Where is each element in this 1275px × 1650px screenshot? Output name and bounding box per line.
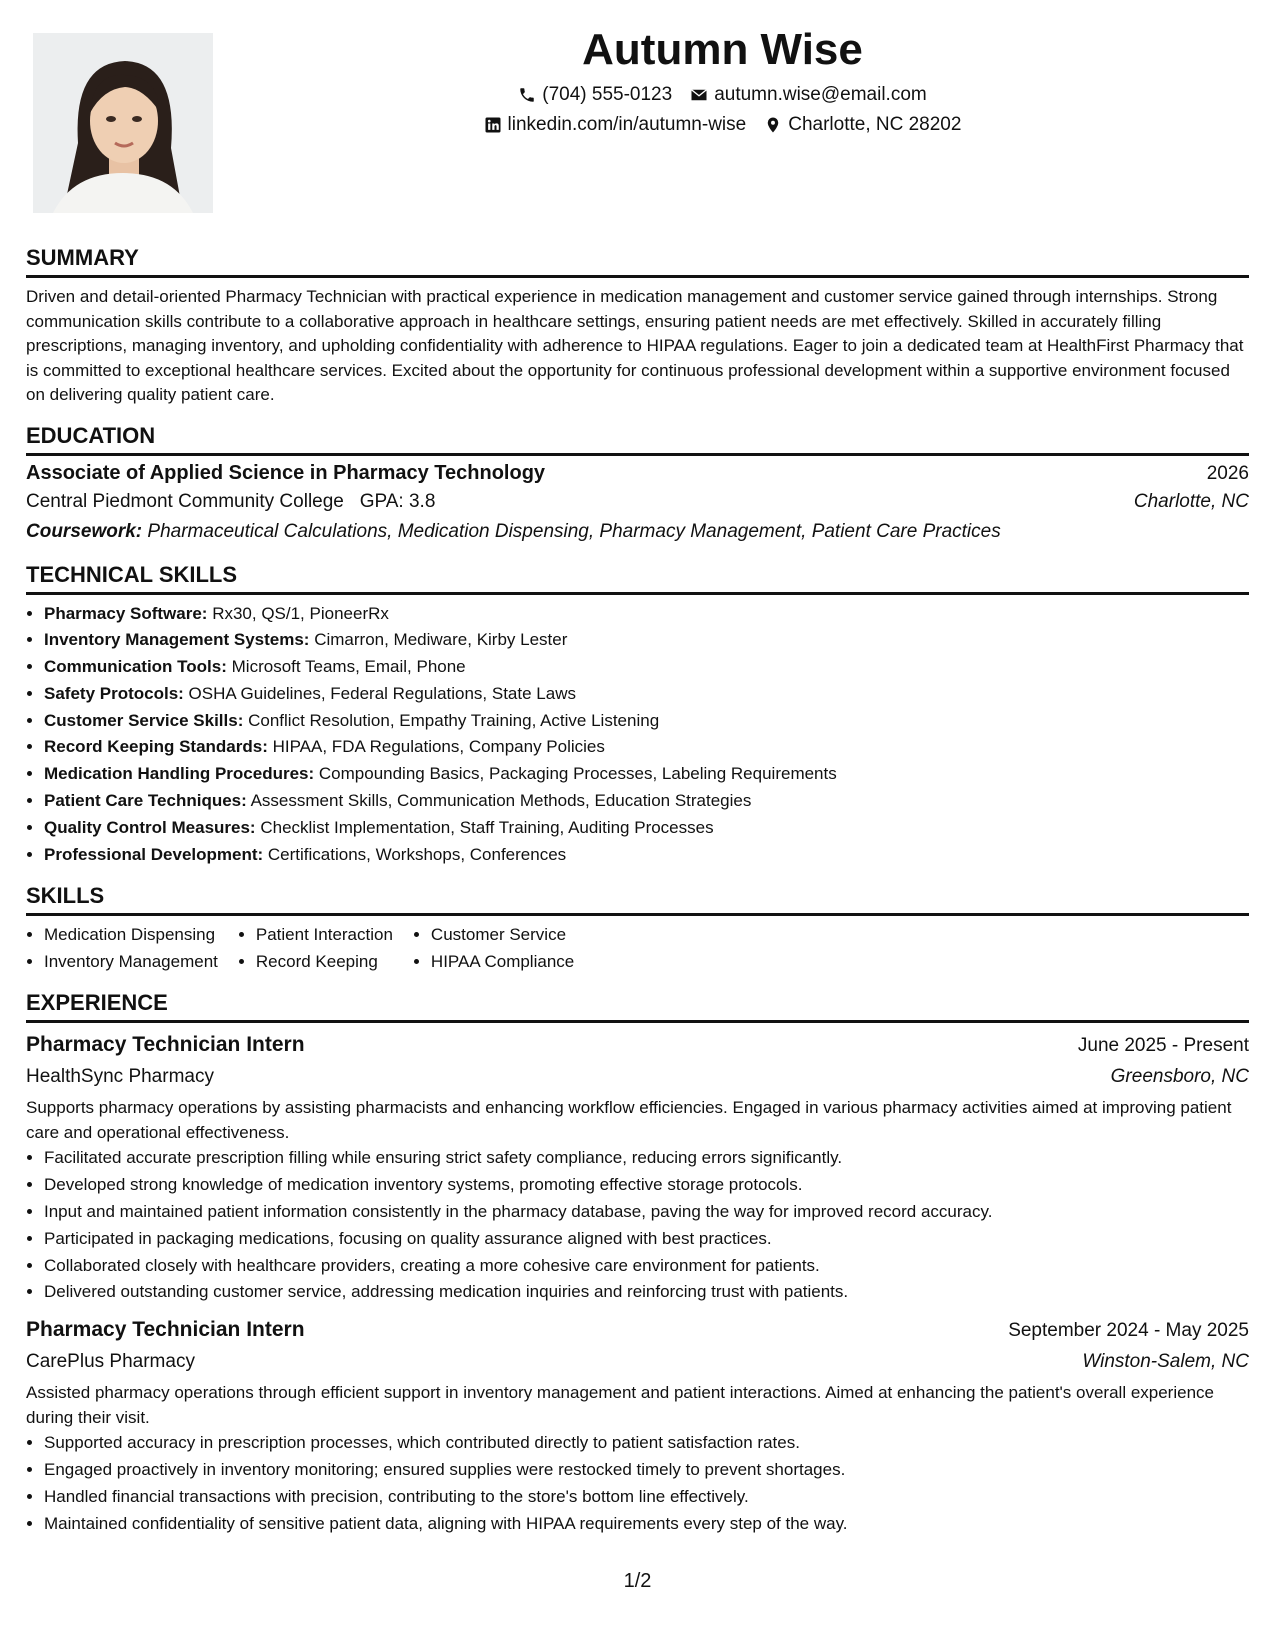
summary-section	[26, 244, 1249, 408]
list-item: • Medication Dispensing	[44, 922, 218, 949]
contact-row-1	[230, 82, 1215, 108]
skills-column	[238, 922, 393, 975]
education-school-row	[26, 491, 1249, 513]
gpa: GPA: 3.8	[359, 490, 436, 512]
skill-label: Communication Tools:	[44, 657, 227, 677]
skills-grid	[26, 922, 1249, 975]
list-item: • Input and maintained patient information consistently in the pharmacy database, paving the way for improved record accuracy.	[44, 1199, 1249, 1226]
list-item: • Delivered outstanding customer service, addressing medication inquiries and reinforcing trust with patients.	[44, 1279, 1249, 1306]
school-name: Central Piedmont Community College	[26, 490, 344, 512]
contact-row-2	[230, 112, 1215, 138]
job-bullets	[26, 1145, 1249, 1306]
skill-label: Pharmacy Software:	[44, 603, 208, 623]
technical-skills-section	[26, 561, 1249, 869]
job-summary: Assisted pharmacy operations through efficient support in inventory management and patient interactions. Aimed at enhancing the patient's overall experience during their visit.	[26, 1383, 1214, 1427]
email-text[interactable]: autumn.wise@email.com	[714, 84, 927, 105]
skills-column	[413, 922, 574, 975]
graduation-year: 2026	[1206, 462, 1249, 484]
list-item: • Collaborated closely with healthcare providers, creating a more cohesive care environment for patients.	[44, 1253, 1249, 1280]
linkedin-text[interactable]: linkedin.com/in/autumn-wise	[507, 114, 747, 135]
list-item	[44, 654, 1249, 681]
job-title: Pharmacy Technician Intern	[26, 1033, 305, 1057]
list-item: • Participated in packaging medications, focusing on quality assurance aligned with best practices.	[44, 1226, 1249, 1253]
skill-label: Professional Development:	[44, 844, 264, 864]
school-location: Charlotte, NC	[1133, 490, 1249, 512]
list-item: • Record Keeping	[256, 949, 393, 976]
list-item	[44, 601, 1249, 628]
portrait-image	[33, 33, 213, 213]
section-title-technical-skills: TECHNICAL SKILLS	[26, 561, 1249, 595]
company-name: HealthSync Pharmacy	[26, 1066, 214, 1088]
job-title-row	[26, 1029, 1249, 1061]
list-item	[44, 761, 1249, 788]
profile-photo	[33, 33, 213, 213]
section-title-summary: SUMMARY	[26, 244, 1249, 278]
list-item: • Maintained confidentiality of sensitive patient data, aligning with HIPAA requirements every step of the way.	[44, 1511, 1249, 1538]
skill-label: Patient Care Techniques:	[44, 791, 247, 811]
location-contact	[764, 112, 961, 138]
coursework-label: Coursework:	[26, 520, 143, 542]
skill-value: Compounding Basics, Packaging Processes, Labeling Requirements	[318, 764, 837, 784]
job-dates: June 2025 - Present	[1077, 1035, 1249, 1057]
skill-value: Microsoft Teams, Email, Phone	[231, 657, 466, 677]
location-text: Charlotte, NC 28202	[788, 114, 962, 135]
job-company-row	[26, 1061, 1249, 1092]
list-item: • HIPAA Compliance	[431, 949, 574, 976]
skills-section	[26, 882, 1249, 975]
section-title-skills: SKILLS	[26, 882, 1249, 916]
coursework	[26, 519, 1249, 545]
skill-label: Inventory Management Systems:	[44, 630, 310, 650]
experience-section	[26, 989, 1249, 1537]
skill-label: Safety Protocols:	[44, 683, 184, 703]
skill-value: Rx30, QS/1, PioneerRx	[212, 603, 389, 623]
resume-header	[230, 22, 1215, 138]
resume-body	[26, 244, 1249, 1547]
skill-label: Customer Service Skills:	[44, 710, 244, 730]
list-item	[44, 627, 1249, 654]
list-item	[44, 681, 1249, 708]
education-section	[26, 422, 1249, 545]
skill-value: Checklist Implementation, Staff Training, Auditing Processes	[260, 817, 714, 837]
phone-contact	[518, 82, 672, 108]
job-title: Pharmacy Technician Intern	[26, 1318, 305, 1342]
phone-icon	[518, 86, 536, 104]
list-item: • Patient Interaction	[256, 922, 393, 949]
map-pin-icon	[764, 116, 782, 134]
page-number: 1/2	[623, 1570, 652, 1592]
skill-label: Medication Handling Procedures:	[44, 764, 315, 784]
job-entry	[26, 1029, 1249, 1306]
list-item: • Supported accuracy in prescription processes, which contributed directly to patient satisfaction rates.	[44, 1430, 1249, 1457]
job-location: Winston-Salem, NC	[1082, 1351, 1249, 1373]
school-line	[26, 491, 435, 513]
list-item: • Facilitated accurate prescription filling while ensuring strict safety compliance, reducing errors significantly.	[44, 1145, 1249, 1172]
job-summary: Supports pharmacy operations by assisting pharmacists and enhancing workflow efficiencies. Engaged in various pharmacy activities aimed at improving patient care and operational effectiveness.	[26, 1098, 1232, 1142]
list-item: • Inventory Management	[44, 949, 218, 976]
envelope-icon	[690, 86, 708, 104]
list-item	[44, 815, 1249, 842]
job-location: Greensboro, NC	[1110, 1066, 1249, 1088]
linkedin-contact[interactable]	[484, 112, 747, 138]
company-name: CarePlus Pharmacy	[26, 1351, 195, 1373]
list-item	[44, 734, 1249, 761]
skills-column	[26, 922, 218, 975]
job-title-row	[26, 1314, 1249, 1346]
section-title-education: EDUCATION	[26, 422, 1249, 456]
linkedin-icon	[484, 116, 502, 134]
education-head	[26, 462, 1249, 485]
skill-value: Cimarron, Mediware, Kirby Lester	[314, 630, 568, 650]
list-item	[44, 788, 1249, 815]
skill-value: Certifications, Workshops, Conferences	[267, 844, 567, 864]
phone-text: (704) 555-0123	[542, 84, 673, 105]
technical-skills-list	[26, 601, 1249, 869]
skill-value: Assessment Skills, Communication Methods, Education Strategies	[250, 791, 752, 811]
job-bullets	[26, 1430, 1249, 1537]
coursework-list: Pharmaceutical Calculations, Medication Dispensing, Pharmacy Management, Patient Care Practices	[147, 520, 1001, 542]
skill-label: Record Keeping Standards:	[44, 737, 268, 757]
section-title-experience: EXPERIENCE	[26, 989, 1249, 1023]
list-item: • Developed strong knowledge of medication inventory systems, promoting effective storage protocols.	[44, 1172, 1249, 1199]
email-contact[interactable]	[690, 82, 927, 108]
candidate-name: Autumn Wise	[582, 25, 863, 74]
list-item	[44, 842, 1249, 869]
list-item	[44, 708, 1249, 735]
skill-value: OSHA Guidelines, Federal Regulations, State Laws	[188, 683, 576, 703]
skill-value: Conflict Resolution, Empathy Training, Active Listening	[248, 710, 660, 730]
job-entry	[26, 1314, 1249, 1537]
job-company-row	[26, 1346, 1249, 1377]
summary-text: Driven and detail-oriented Pharmacy Technician with practical experience in medication management and customer service gained through internships. Strong communication skills contribute to a collaborative approach in healthcare settings, ensuring patient needs are met effectively. Skilled in accurately filling prescriptions, managing inventory, and upholding confidentiality with adherence to HIPAA regulations. Eager to join a dedicated team at HealthFirst Pharmacy that is committed to exceptional healthcare services. Excited about the opportunity for continuous professional development within a supportive environment focused on delivering quality patient care.	[26, 287, 1244, 404]
list-item: • Customer Service	[431, 922, 574, 949]
skill-value: HIPAA, FDA Regulations, Company Policies	[272, 737, 605, 757]
list-item: • Handled financial transactions with precision, contributing to the store's bottom line effectively.	[44, 1484, 1249, 1511]
list-item: • Engaged proactively in inventory monitoring; ensured supplies were restocked timely to prevent shortages.	[44, 1457, 1249, 1484]
skill-label: Quality Control Measures:	[44, 817, 256, 837]
job-dates: September 2024 - May 2025	[1008, 1320, 1249, 1342]
degree-name: Associate of Applied Science in Pharmacy Technology	[26, 461, 546, 484]
